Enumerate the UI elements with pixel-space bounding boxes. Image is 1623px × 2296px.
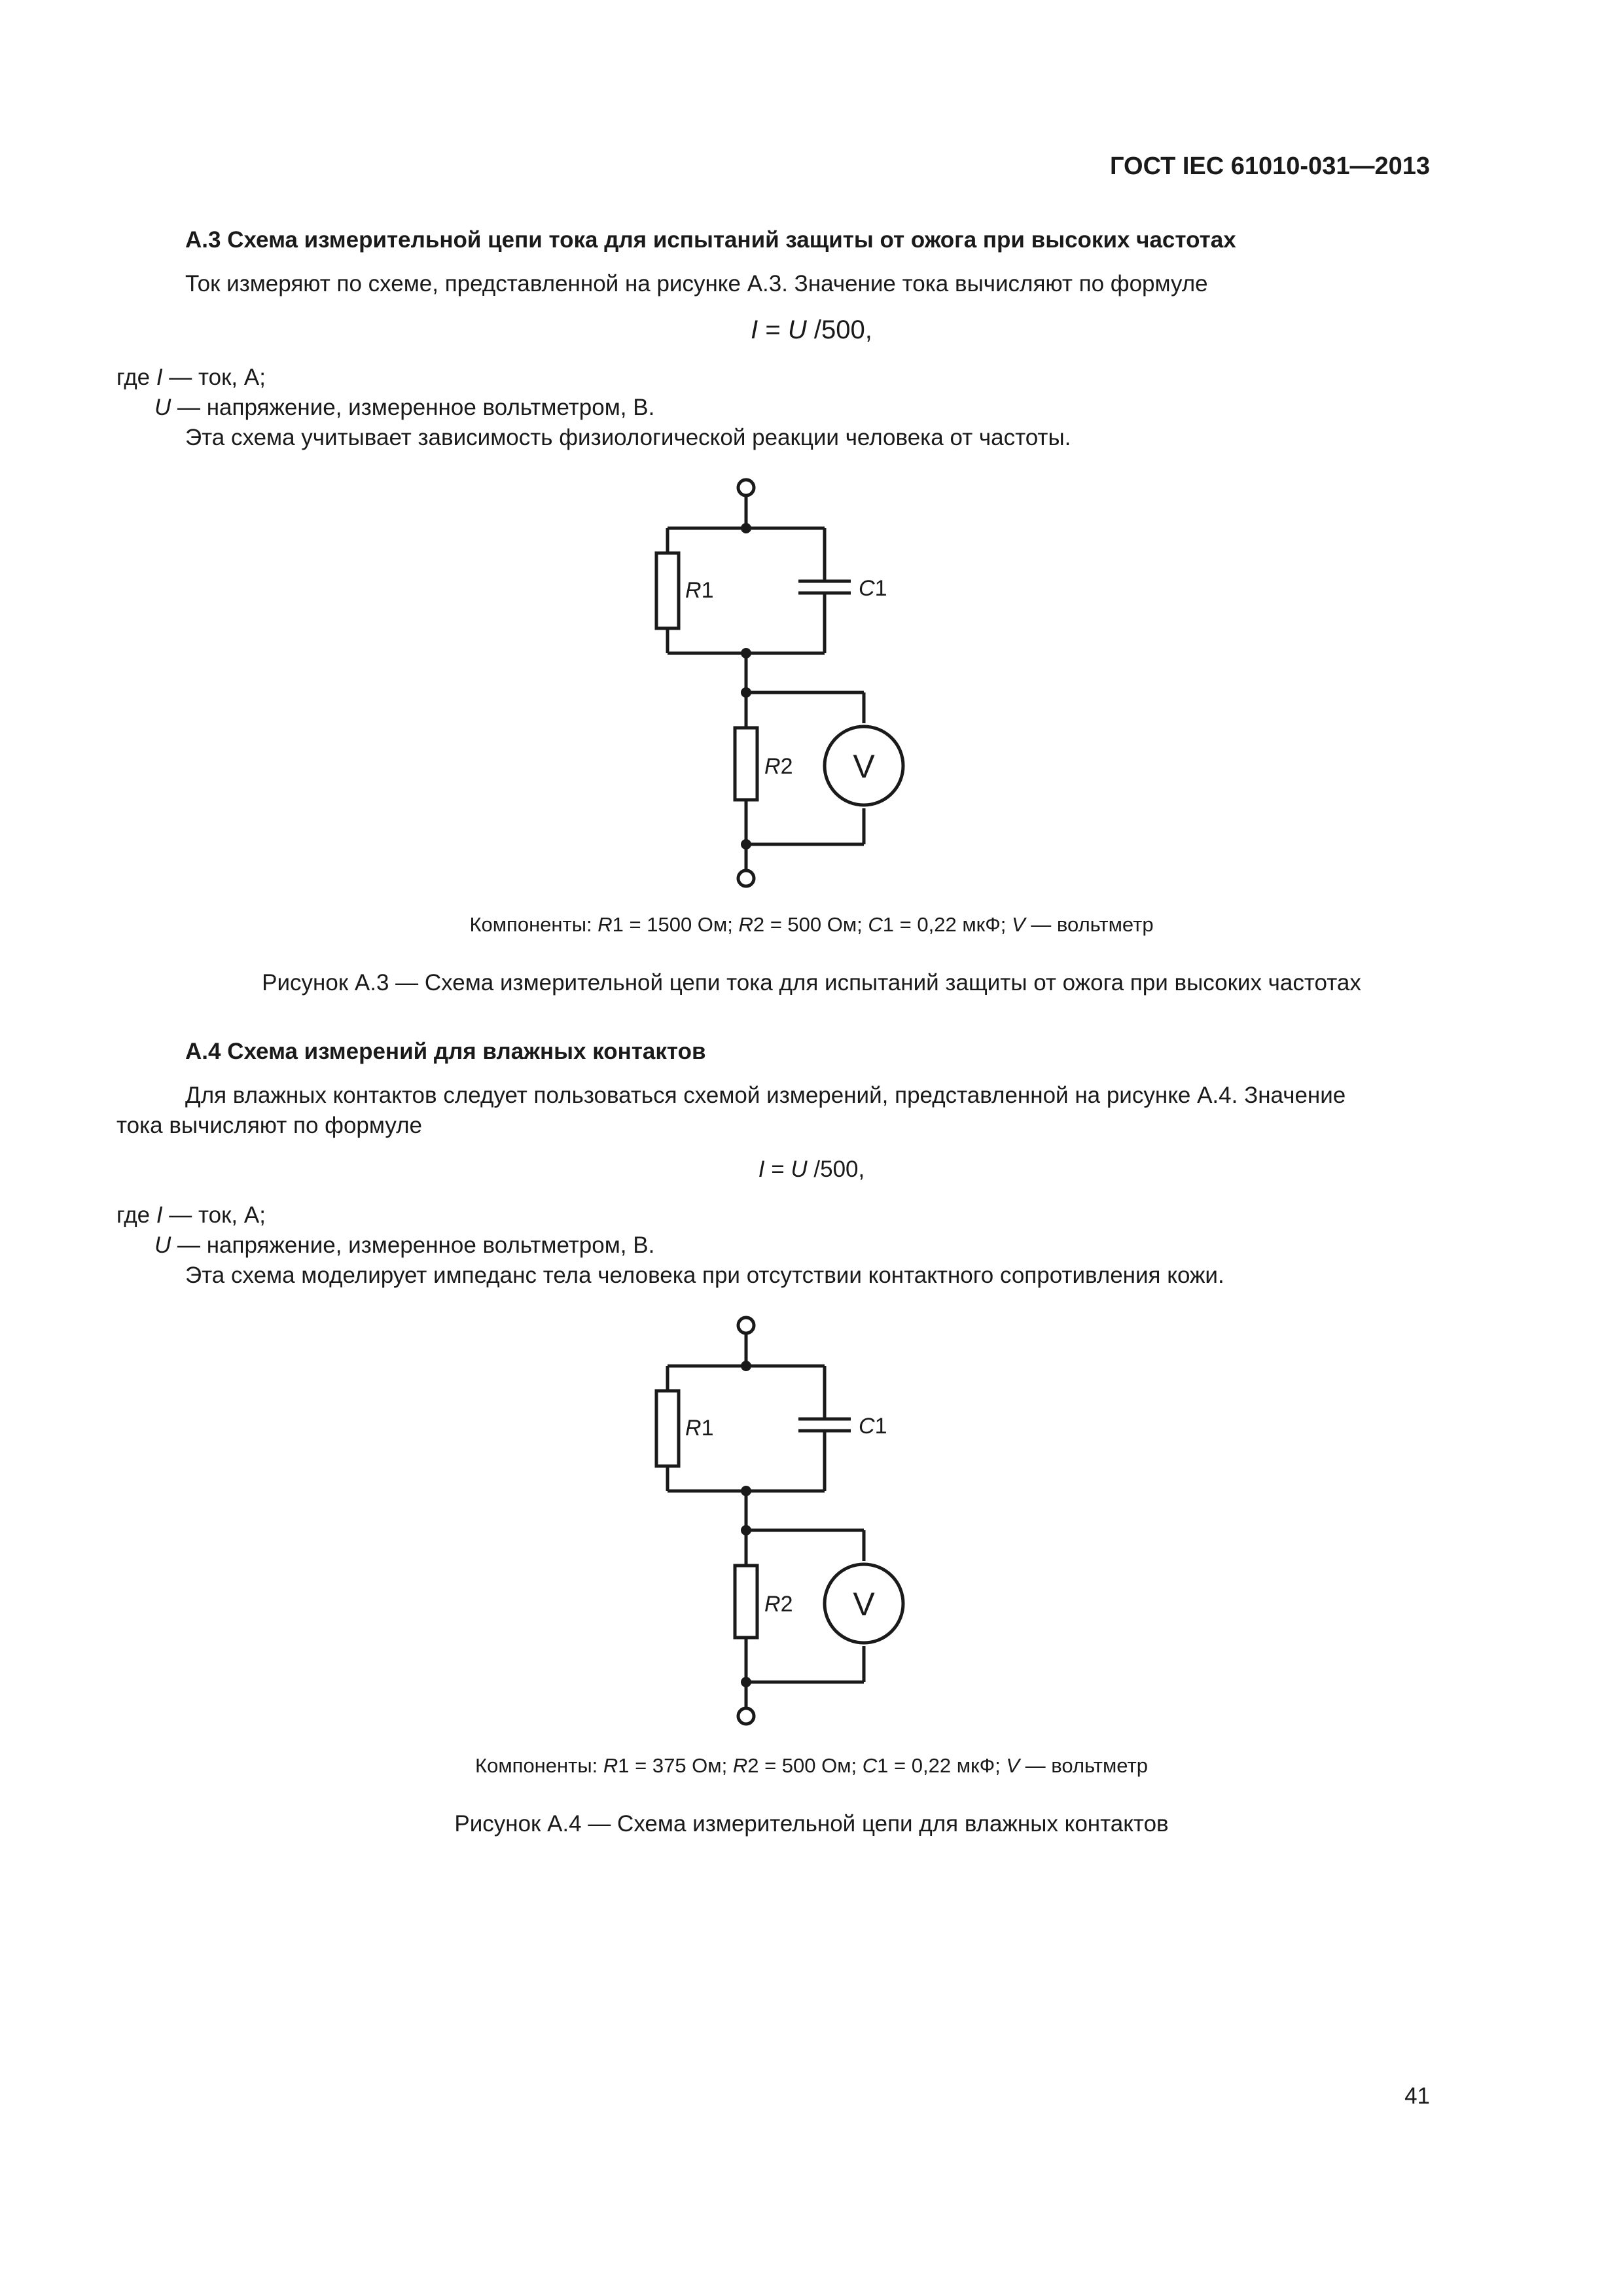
label-voltmeter: V <box>853 1586 875 1623</box>
label-r2: R2 <box>764 1592 793 1617</box>
top-terminal-icon <box>738 480 754 495</box>
figure-a3-caption: Рисунок А.3 — Схема измерительной цепи тока для испытаний защиты от ожога при высоких частотах <box>262 970 1361 996</box>
top-terminal-icon <box>738 1318 754 1333</box>
section-a4-heading: А.4 Схема измерений для влажных контактов <box>185 1039 706 1064</box>
figure-a4-caption: Рисунок А.4 — Схема измерительной цепи для влажных контактов <box>454 1811 1169 1837</box>
label-c1: C1 <box>859 1414 887 1439</box>
bottom-terminal-icon <box>738 1708 754 1724</box>
label-voltmeter: V <box>853 748 875 785</box>
document-header: ГОСТ IEC 61010-031—2013 <box>1109 152 1430 180</box>
label-r1: R1 <box>685 578 714 603</box>
label-c1: C1 <box>859 576 887 601</box>
label-r2: R2 <box>764 754 793 779</box>
figure-a3-circuit <box>589 465 929 897</box>
section-a4-formula: I = U /500, <box>758 1157 865 1182</box>
resistor-r2-icon <box>735 728 757 800</box>
figure-a4-components: Компоненты: R1 = 375 Ом; R2 = 500 Ом; C1 = 0,22 мкФ; V — вольтметр <box>475 1754 1148 1777</box>
resistor-r2-icon <box>735 1566 757 1638</box>
resistor-r1-icon <box>656 553 679 628</box>
section-a3-heading: А.3 Схема измерительной цепи тока для испытаний защиты от ожога при высоких частотах <box>185 227 1236 253</box>
section-a3-intro: Ток измеряют по схеме, представленной на рисунке А.3. Значение тока вычисляют по формуле <box>185 271 1208 296</box>
section-a4-where-i: где I — ток, А; <box>116 1202 266 1228</box>
section-a3-note: Эта схема учитывает зависимость физиологической реакции человека от частоты. <box>185 425 1071 450</box>
bottom-terminal-icon <box>738 870 754 886</box>
section-a3-formula: I = U /500, <box>751 315 872 344</box>
page-number: 41 <box>1404 2083 1430 2109</box>
section-a4-note: Эта схема моделирует импеданс тела человека при отсутствии контактного сопротивления кожи. <box>185 1263 1224 1288</box>
resistor-r1-icon <box>656 1391 679 1466</box>
section-a4-where-u: U — напряжение, измеренное вольтметром, В. <box>154 1232 655 1258</box>
figure-a4-circuit <box>589 1302 929 1734</box>
section-a4-intro-line1: Для влажных контактов следует пользоваться схемой измерений, представленной на рисунке А.4. Значение <box>185 1083 1346 1108</box>
section-a3-where-u: U — напряжение, измеренное вольтметром, В. <box>154 395 655 420</box>
label-r1: R1 <box>685 1416 714 1441</box>
section-a3-where-i: где I — ток, А; <box>116 365 266 390</box>
figure-a3-components: Компоненты: R1 = 1500 Ом; R2 = 500 Ом; C1 = 0,22 мкФ; V — вольтметр <box>469 913 1154 936</box>
section-a4-intro-line2: тока вычисляют по формуле <box>116 1113 422 1138</box>
